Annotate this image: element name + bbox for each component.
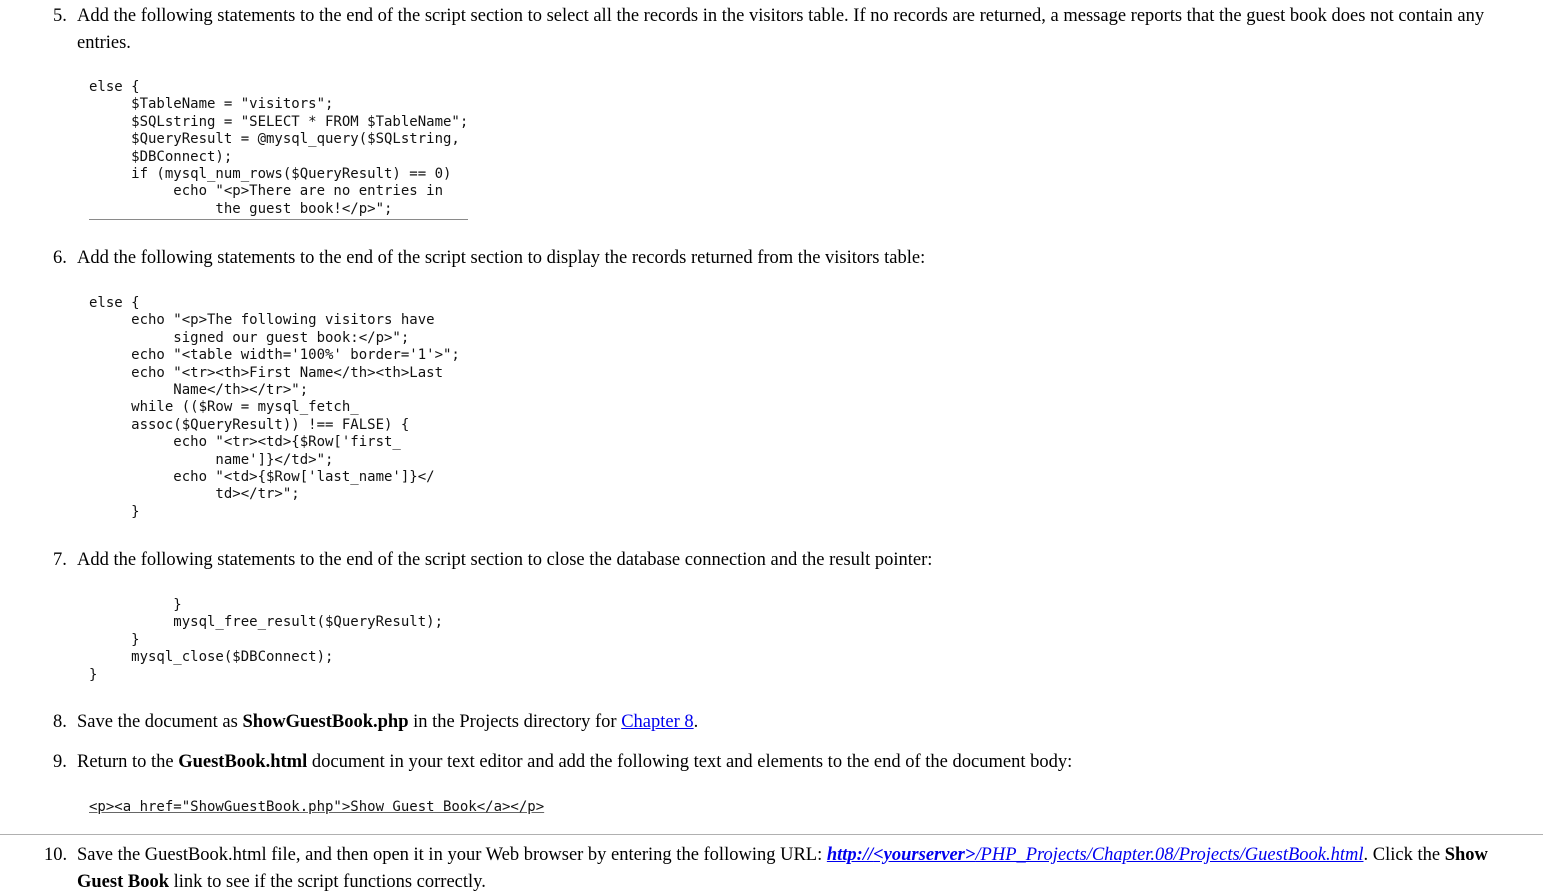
- step-text: Return to the: [77, 752, 179, 772]
- step-text: Add the following statements to the end of the script section to close the database connection and the result pointer:: [77, 550, 933, 570]
- step-6: [53, 245, 1533, 272]
- divider: [0, 834, 1543, 835]
- filename: GuestBook.html: [178, 752, 308, 772]
- step-text: Add the following statements to the end of the script section to select all the records in the visitors table. If no records are returned, a message reports that the guest book does not contain any entries.: [77, 6, 1485, 53]
- step-number: 6.: [53, 248, 67, 268]
- step-text: .: [693, 712, 699, 732]
- step-number: 9.: [53, 752, 67, 772]
- step-text: in the Projects directory for: [408, 712, 622, 732]
- code-block-step-5: else { $TableName = "visitors"; $SQLstring = "SELECT * FROM $TableName"; $QueryResult = @mysql_query($SQLstring, $DBConnect); if (mysql_num_rows($QueryResult) == 0) echo "<p>There are no entries in the guest book!</p>";: [89, 79, 468, 220]
- step-number: 7.: [53, 550, 67, 570]
- step-text: Save the document as: [77, 712, 243, 732]
- step-number: 5.: [53, 6, 67, 26]
- step-text: document in your text editor and add the following text and elements to the end of the document body:: [307, 752, 1073, 772]
- step-7: [53, 547, 1533, 574]
- step-text: link to see if the script functions correctly.: [169, 872, 486, 892]
- step-9: [53, 749, 1533, 776]
- step-text: . Click the: [1363, 845, 1445, 865]
- step-number: 10.: [44, 845, 68, 865]
- chapter-8-link[interactable]: Chapter 8: [621, 712, 694, 732]
- code-block-step-6: else { echo "<p>The following visitors have signed our guest book:</p>"; echo "<table width='100%' border='1'>"; echo "<tr><th>First Name</th><th>Last Name</th></tr>"; while (($Row = mysql_fetch_ assoc($QueryResult)) !== FALSE) { echo "<tr><td>{$Row['first_ name']}</td>"; echo "<td>{$Row['last_name']}</ td></tr>"; }: [89, 295, 460, 520]
- step-text: Save the GuestBook.html file, and then open it in your Web browser by entering the following URL:: [77, 845, 827, 865]
- link-name: Show Guest Book: [77, 845, 1488, 892]
- guestbook-url-link[interactable]: http://<yourserver>/PHP_Projects/Chapter.08/Projects/GuestBook.html: [826, 845, 1364, 865]
- step-number: 8.: [53, 712, 67, 732]
- filename: ShowGuestBook.php: [242, 712, 409, 732]
- step-text: Add the following statements to the end of the script section to display the records returned from the visitors table:: [77, 248, 926, 268]
- code-block-step-9: <p><a href="ShowGuestBook.php">Show Guest Book</a></p>: [89, 799, 545, 815]
- step-8: [53, 709, 1533, 736]
- code-block-step-7: } mysql_free_result($QueryResult); } mysql_close($DBConnect); }: [89, 597, 444, 683]
- step-5: [53, 3, 1533, 57]
- step-10: [44, 842, 1524, 896]
